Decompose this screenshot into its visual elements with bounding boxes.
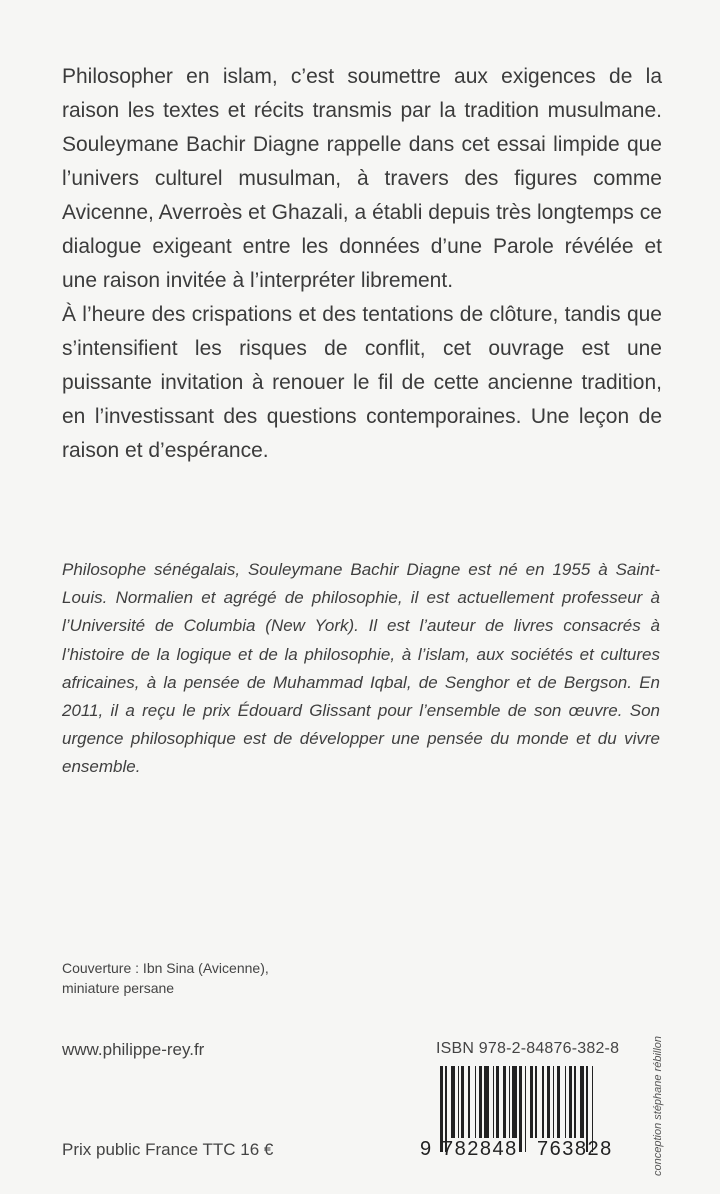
barcode-bar bbox=[509, 1066, 510, 1138]
barcode bbox=[420, 1066, 640, 1176]
blurb-paragraph-2: À l’heure des crispations et des tentations de clôture, tandis que s’intensifient les risques de conflit, cet ouvrage est une puissante invitation à renouer le fil de cette ancienne tradition, en l’investissant des questions contemporaines. Une leçon de raison et d’espérance. bbox=[62, 303, 662, 462]
barcode-bar bbox=[547, 1066, 550, 1138]
barcode-bar bbox=[557, 1066, 560, 1138]
barcode-bar bbox=[475, 1066, 476, 1138]
isbn-label: ISBN 978-2-84876-382-8 bbox=[436, 1040, 620, 1057]
design-credit: conception stéphane rébillon bbox=[652, 1035, 664, 1176]
cover-credit-line-1: Couverture : Ibn Sina (Avicenne), bbox=[62, 960, 269, 976]
barcode-bar bbox=[553, 1066, 554, 1138]
barcode-bar bbox=[484, 1066, 488, 1138]
barcode-bar bbox=[525, 1066, 526, 1152]
price-label: Prix public France TTC 16 € bbox=[62, 1140, 274, 1159]
barcode-bar bbox=[580, 1066, 584, 1138]
barcode-bar bbox=[565, 1066, 566, 1138]
barcode-bar bbox=[493, 1066, 494, 1138]
barcode-group-left: 782848 bbox=[442, 1138, 518, 1160]
cover-credit bbox=[62, 958, 322, 998]
barcode-bar bbox=[542, 1066, 543, 1138]
barcode-bar bbox=[479, 1066, 482, 1138]
barcode-bar bbox=[503, 1066, 506, 1138]
barcode-group-right: 763828 bbox=[537, 1138, 613, 1160]
back-cover-blurb bbox=[62, 60, 662, 468]
barcode-bar bbox=[461, 1066, 464, 1138]
barcode-bar bbox=[496, 1066, 499, 1138]
barcode-digit-first: 9 bbox=[420, 1138, 432, 1160]
barcode-bar bbox=[574, 1066, 575, 1138]
barcode-bar bbox=[451, 1066, 455, 1138]
barcode-bar bbox=[519, 1066, 522, 1152]
cover-credit-line-2: miniature persane bbox=[62, 980, 175, 996]
barcode-bar bbox=[530, 1066, 533, 1138]
publisher-website: www.philippe-rey.fr bbox=[62, 1040, 205, 1059]
barcode-bar bbox=[535, 1066, 536, 1138]
barcode-bar bbox=[458, 1066, 459, 1138]
author-bio: Philosophe sénégalais, Souleymane Bachir Diagne est né en 1955 à Saint-Louis. Normalien et agrégé de philosophie, il est actuellement professeur à l’Université de Columbia (New York). Il est l’auteur de livres consacrés à l’histoire de la logique et de la philosophie, à l’islam, aux sociétés et cultures africaines, à la pensée de Muhammad Iqbal, de Senghor et de Bergson. En 2011, il a reçu le prix Édouard Glissant pour l’ensemble de son œuvre. Son urgence philosophique est de développer une pensée du monde et du vivre ensemble. bbox=[62, 560, 660, 777]
barcode-bar bbox=[468, 1066, 469, 1138]
blurb-paragraph-1: Philosopher en islam, c’est soumettre aux exigences de la raison les textes et récits transmis par la tradition musulmane. Souleymane Bachir Diagne rappelle dans cet essai limpide que l’univers culturel musulman, à travers des figures comme Avicenne, Averroès et Ghazali, a établi depuis très longtemps ce dialogue exigeant entre les données d’une Parole révélée et une raison invitée à l’interpréter librement. bbox=[62, 65, 662, 292]
barcode-bar bbox=[512, 1066, 516, 1138]
barcode-bar bbox=[569, 1066, 572, 1138]
